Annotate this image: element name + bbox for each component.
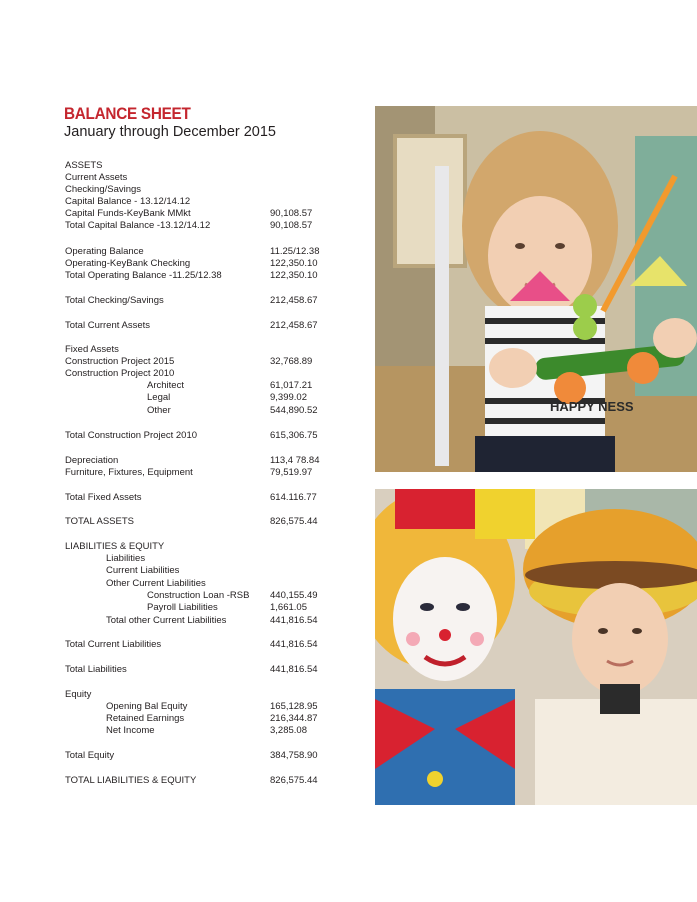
row-value: 212,458.67 bbox=[270, 320, 318, 331]
row-label: Operating Balance bbox=[65, 246, 144, 257]
row-value: 441,816.54 bbox=[270, 615, 318, 626]
row-label: Payroll Liabilities bbox=[147, 602, 218, 613]
row-label: LIABILITIES & EQUITY bbox=[65, 541, 165, 552]
row-value: 614.116.77 bbox=[270, 492, 317, 503]
row-label: Operating-KeyBank Checking bbox=[65, 258, 191, 269]
row-label: Architect bbox=[147, 380, 184, 391]
row-value: 441,816.54 bbox=[270, 664, 318, 675]
row-label: Other bbox=[147, 405, 171, 416]
row-value: 826,575.44 bbox=[270, 775, 318, 786]
row-label: Total Liabilities bbox=[65, 664, 127, 675]
row-value: 61,017.21 bbox=[270, 380, 313, 391]
row-value: 122,350.10 bbox=[270, 258, 318, 269]
page-title: BALANCE SHEET bbox=[64, 104, 191, 123]
row-value: 441,816.54 bbox=[270, 639, 318, 650]
row-label: Liabilities bbox=[106, 553, 146, 564]
row-value: 826,575.44 bbox=[270, 516, 318, 527]
row-value: 165,128.95 bbox=[270, 701, 318, 712]
row-value: 440,155.49 bbox=[270, 590, 318, 601]
row-label: Opening Bal Equity bbox=[106, 701, 188, 712]
row-value: 216,344.87 bbox=[270, 713, 318, 724]
row-label: Construction Loan -RSB bbox=[147, 590, 250, 601]
row-value: 615,306.75 bbox=[270, 430, 318, 441]
row-label: Total Checking/Savings bbox=[65, 295, 164, 306]
row-value: 32,768.89 bbox=[270, 356, 313, 367]
row-label: Construction Project 2015 bbox=[65, 356, 175, 367]
row-label: Legal bbox=[147, 392, 171, 403]
row-value: 544,890.52 bbox=[270, 405, 318, 416]
row-label: Total Equity bbox=[65, 750, 115, 761]
row-label: Total Capital Balance -13.12/14.12 bbox=[65, 220, 211, 231]
row-value: 3,285.08 bbox=[270, 725, 307, 736]
shirt-print-text: HAPPY NESS bbox=[550, 399, 634, 414]
row-value: 90,108.57 bbox=[270, 220, 313, 231]
row-label: Capital Balance - 13.12/14.12 bbox=[65, 196, 191, 207]
row-label: Other Current Liabilities bbox=[106, 578, 206, 589]
row-label: Current Assets bbox=[65, 172, 128, 183]
photo-clown-and-boy bbox=[375, 489, 697, 805]
row-label: TOTAL ASSETS bbox=[65, 516, 134, 527]
row-value: 11.25/12.38 bbox=[270, 246, 320, 257]
row-value: 90,108.57 bbox=[270, 208, 313, 219]
row-value: 1,661.05 bbox=[270, 602, 307, 613]
row-label: Equity bbox=[65, 689, 92, 700]
row-label: Total Current Assets bbox=[65, 320, 151, 331]
row-value: 122,350.10 bbox=[270, 270, 318, 281]
row-label: Net Income bbox=[106, 725, 155, 736]
row-label: Total Current Liabilities bbox=[65, 639, 162, 650]
row-label: Retained Earnings bbox=[106, 713, 185, 724]
row-value: 79,519.97 bbox=[270, 467, 313, 478]
photo-child-with-vegetable-car bbox=[375, 106, 697, 472]
row-value: 9,399.02 bbox=[270, 392, 307, 403]
row-label: Construction Project 2010 bbox=[65, 368, 175, 379]
row-label: Furniture, Fixtures, Equipment bbox=[65, 467, 193, 478]
row-label: Fixed Assets bbox=[65, 344, 119, 355]
row-label: Total other Current Liabilities bbox=[106, 615, 227, 626]
row-label: Current Liabilities bbox=[106, 565, 180, 576]
row-label: ASSETS bbox=[65, 160, 103, 171]
row-label: Capital Funds-KeyBank MMkt bbox=[65, 208, 191, 219]
row-label: Checking/Savings bbox=[65, 184, 142, 195]
row-label: Total Operating Balance -11.25/12.38 bbox=[65, 270, 222, 281]
row-value: 212,458.67 bbox=[270, 295, 318, 306]
row-label: Total Fixed Assets bbox=[65, 492, 142, 503]
row-label: Total Construction Project 2010 bbox=[65, 430, 198, 441]
page-subtitle: January through December 2015 bbox=[64, 124, 276, 140]
row-value: 384,758.90 bbox=[270, 750, 318, 761]
row-label: Depreciation bbox=[65, 455, 119, 466]
row-value: 113,4 78.84 bbox=[270, 455, 320, 466]
row-label: TOTAL LIABILITIES & EQUITY bbox=[65, 775, 197, 786]
